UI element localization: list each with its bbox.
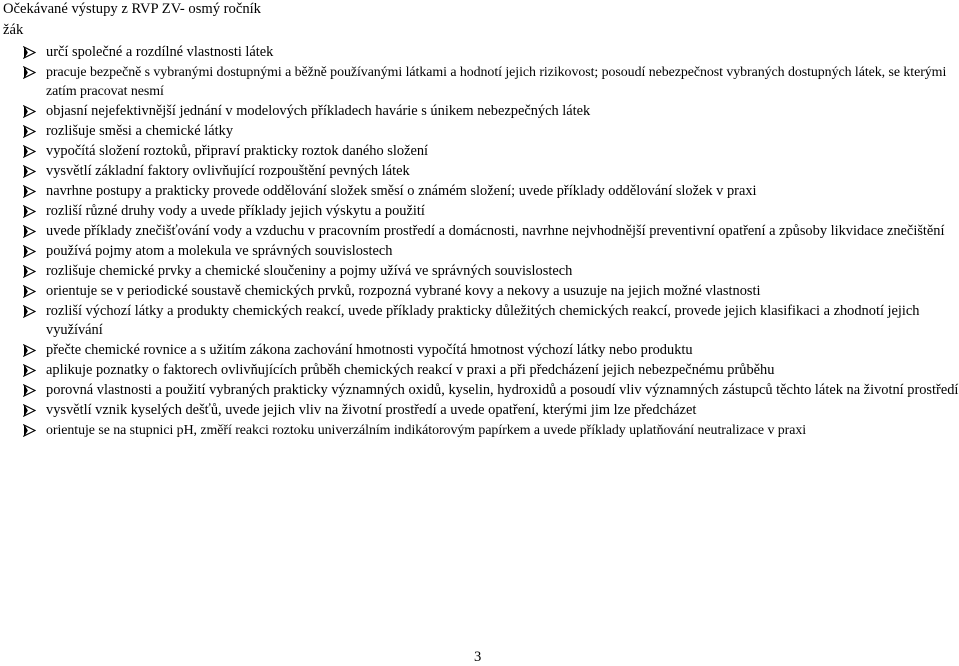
learner-label: žák xyxy=(3,22,24,38)
list-item-text: vypočítá složení roztoků, připraví prakticky roztok daného složení xyxy=(46,143,429,160)
list-item-text: aplikuje poznatky o faktorech ovlivňujících průběh chemických reakcí v praxi a při předcházení jejich nebezpečnému průběhu xyxy=(46,362,775,379)
list-item-text: používá pojmy atom a molekula ve správných souvislostech xyxy=(46,243,393,260)
list-item-text: přečte chemické rovnice a s užitím zákona zachování hmotnosti vypočítá hmotnost výchozí látky nebo produktu xyxy=(46,342,693,359)
list-item xyxy=(0,262,959,281)
arrowhead-check-bullet-icon xyxy=(23,125,36,138)
list-item xyxy=(0,381,959,400)
arrowhead-check-bullet-icon xyxy=(23,364,36,377)
list-item xyxy=(0,142,959,161)
list-item-text: orientuje se v periodické soustavě chemických prvků, rozpozná vybrané kovy a nekovy a usuzuje na jejich možné vlastnosti xyxy=(46,283,761,300)
list-item-text: pracuje bezpečně s vybranými dostupnými a běžně používanými látkami a hodnotí jejich rizikovost; posoudí nebezpečnost vybraných dostupných látek, se kterými zatím pracovat nesmí xyxy=(46,65,947,100)
arrowhead-check-bullet-icon xyxy=(23,265,36,278)
arrowhead-check-bullet-icon xyxy=(23,404,36,417)
list-item xyxy=(0,202,959,221)
page-number: 3 xyxy=(474,649,482,665)
page-heading: Očekávané výstupy z RVP ZV- osmý ročník xyxy=(3,1,261,17)
arrowhead-check-bullet-icon xyxy=(23,344,36,357)
list-item xyxy=(0,63,959,101)
list-item xyxy=(0,341,959,360)
list-item xyxy=(0,361,959,380)
list-item xyxy=(0,102,959,121)
list-item xyxy=(0,162,959,181)
arrowhead-check-bullet-icon xyxy=(23,285,36,298)
list-item-text: orientuje se na stupnici pH, změří reakci roztoku univerzálním indikátorovým papírkem a uvede příklady uplatňování neutralizace v praxi xyxy=(46,423,807,439)
list-item-text: rozlišuje chemické prvky a chemické sloučeniny a pojmy užívá ve správných souvislostech xyxy=(46,263,573,280)
arrowhead-check-bullet-icon xyxy=(23,384,36,397)
list-item xyxy=(0,401,959,420)
arrowhead-check-bullet-icon xyxy=(23,245,36,258)
arrowhead-check-bullet-icon xyxy=(23,185,36,198)
arrowhead-check-bullet-icon xyxy=(23,66,36,79)
list-item xyxy=(0,282,959,301)
arrowhead-check-bullet-icon xyxy=(23,46,36,59)
arrowhead-check-bullet-icon xyxy=(23,305,36,318)
list-item-text: navrhne postupy a prakticky provede oddělování složek směsí o známém složení; uvede příklady oddělování složek v praxi xyxy=(46,183,757,200)
list-item xyxy=(0,242,959,261)
list-item-text: objasní nejefektivnější jednání v modelových příkladech havárie s únikem nebezpečných látek xyxy=(46,103,591,120)
arrowhead-check-bullet-icon xyxy=(23,145,36,158)
list-item xyxy=(0,43,959,62)
list-item-text: uvede příklady znečišťování vody a vzduchu v pracovním prostředí a domácnosti, navrhne nejvhodnější preventivní opatření a způsoby likvidace znečištění xyxy=(46,223,945,240)
list-item-text: rozliší různé druhy vody a uvede příklady jejich výskytu a použití xyxy=(46,203,425,220)
list-item-text: určí společné a rozdílné vlastnosti látek xyxy=(46,44,274,60)
list-item xyxy=(0,122,959,141)
list-item-text: rozliší výchozí látky a produkty chemických reakcí, uvede příklady prakticky důležitých chemických reakcí, provede jejich klasifikaci a zhodnotí jejich využívání xyxy=(46,303,920,339)
list-item xyxy=(0,302,959,340)
list-item-text: vysvětlí vznik kyselých dešťů, uvede jejich vliv na životní prostředí a uvede opatření, kterými jim lze předcházet xyxy=(46,402,697,419)
arrowhead-check-bullet-icon xyxy=(23,165,36,178)
arrowhead-check-bullet-icon xyxy=(23,424,36,437)
arrowhead-check-bullet-icon xyxy=(23,105,36,118)
arrowhead-check-bullet-icon xyxy=(23,225,36,238)
outcomes-list xyxy=(0,43,959,441)
list-item xyxy=(0,421,959,440)
list-item-text: rozlišuje směsi a chemické látky xyxy=(46,123,234,140)
list-item xyxy=(0,182,959,201)
list-item-text: vysvětlí základní faktory ovlivňující rozpouštění pevných látek xyxy=(46,163,410,180)
list-item xyxy=(0,222,959,241)
arrowhead-check-bullet-icon xyxy=(23,205,36,218)
list-item-text: porovná vlastnosti a použití vybraných prakticky významných oxidů, kyselin, hydroxidů a posoudí vliv významných zástupců těchto látek na životní prostředí xyxy=(46,382,959,399)
